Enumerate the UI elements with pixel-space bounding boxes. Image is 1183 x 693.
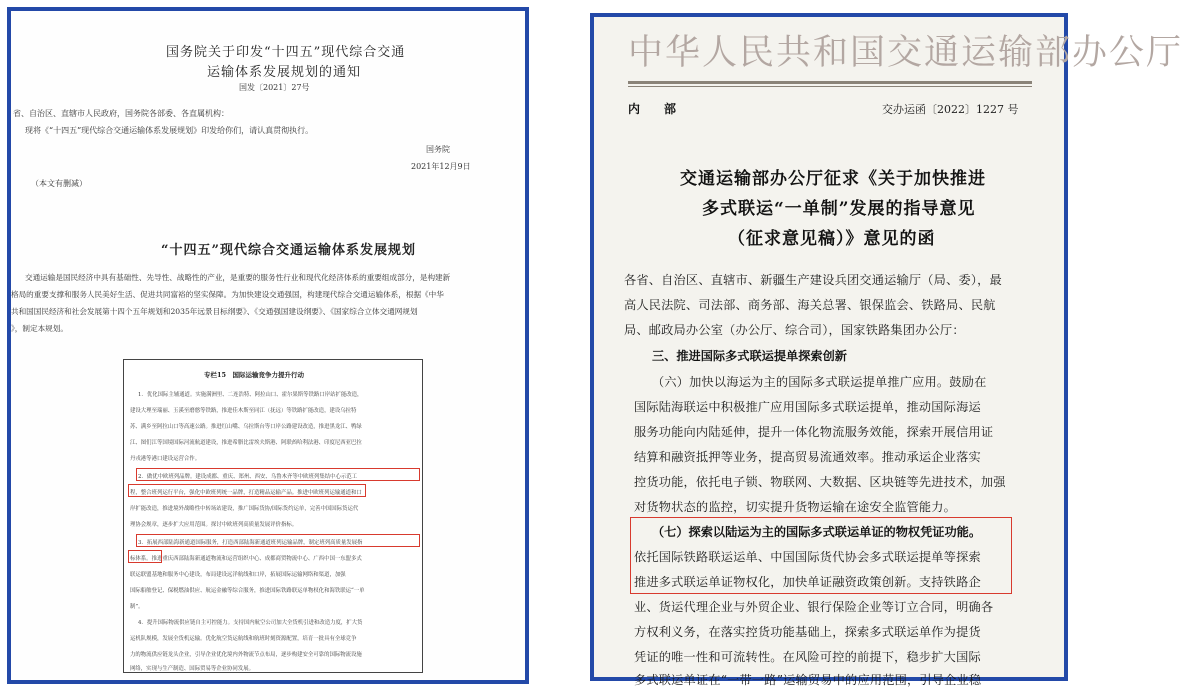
para6-line: （六）加快以海运为主的国际多式联运提单推广应用。鼓励在 — [652, 375, 987, 389]
abridged-note: （本文有删减） — [31, 179, 87, 188]
highlight-box — [136, 468, 420, 481]
letterhead-rule — [628, 86, 1032, 87]
para7-line: 业、货运代理企业与外贸企业、银行保险企业等订立合同，明确各 — [634, 600, 994, 614]
right-document-page — [590, 13, 1183, 687]
addressee-line: 局、邮政局办公室（办公厅、综合司），国家铁路集团办公厅： — [624, 323, 965, 337]
highlight-box — [128, 484, 366, 497]
notice-title-line-2: 运输体系发展规划的通知 — [207, 65, 362, 80]
column-15-line: 联运联盟基地和服务中心建设，布局建设远洋航线和口岸，拓展国际运输网络和渠道，加强 — [130, 572, 346, 578]
para7-line: 多式联运单证在“一带一路”运输贸易中的应用范围，引导企业稳 — [634, 673, 982, 687]
column-15-line: 网络，实现与生产制造、国际贸易等企业协同发展。 — [130, 666, 254, 672]
classification-label: 内 部 — [628, 102, 683, 116]
letterhead-rule — [628, 81, 1032, 84]
column-15-line: 3．拓展西部陆海新通道国际服务，打造西部陆海新通道班列运输品牌，制定班列高质量发展指 — [138, 540, 363, 546]
agency-letterhead: 中华人民共和国交通运输部办公厅 — [628, 33, 1183, 73]
letter-title-line-3: （征求意见稿）》意见的函 — [728, 229, 936, 249]
column-15-line: 1．优化国际主辅通道。实施满洲里、二连浩特、阿拉山口、霍尔果斯等铁路口岸站扩能改造， — [138, 392, 363, 398]
para6-line: 对货物状态的监控，切实提升货物运输在途安全监管能力。 — [634, 500, 957, 514]
plan-intro-line: 共和国国民经济和社会发展第十四个五年规划和2035年远景目标纲要》、《交通强国建设纲要》、《国家综合立体交通网规划 — [11, 307, 418, 316]
column-15-line: 岸扩能改造，推进境外战略性中转场站建设，推广国际货协/国际货约运单，完善中国国际货运代 — [130, 506, 359, 512]
para6-line: 结算和融资抵押等业务，提高贸易流通效率。推动承运企业落实 — [634, 450, 981, 464]
letter-title-line-1: 交通运输部办公厅征求《关于加快推进 — [680, 169, 986, 189]
para6-line: 控货功能，依托电子锁、物联网、大数据、区块链等先进技术，加强 — [634, 475, 1006, 489]
letter-title-line-2: 多式联运“一单制”发展的指导意见 — [702, 199, 976, 219]
letter-doc-number: 交办运函〔2022〕1227 号 — [882, 103, 1019, 116]
plan-intro-line: 交通运输是国民经济中具有基础性、先导性、战略性的产业，是重要的服务性行业和现代化经济体系的重要组成部分，是构建新 — [25, 273, 451, 282]
column-15-line: 建设大理至瑞丽、玉溪至磨憨等铁路，推进佳木斯至同江（抚远）等铁路扩能改造，建设乌拉特 — [130, 408, 357, 414]
highlight-box — [630, 517, 1012, 594]
column-15-title: 专栏15 国际运输竞争力提升行动 — [204, 371, 305, 379]
plan-intro-line: 格局的重要支撑和服务人民美好生活、促进共同富裕的坚实保障。为加快建设交通强国，构建现代综合交通运输体系，根据《中华 — [11, 290, 444, 299]
addressee-line: 高人民法院、司法部、商务部、海关总署、银保监会、铁路局、民航 — [624, 298, 996, 312]
column-15-box — [123, 359, 423, 673]
para7-line: 依托国际铁路联运运单、中国国际货代协会多式联运提单等探索 — [634, 550, 981, 564]
column-15-line: 苏、满乡至阿拉山口等高速公路。推进红山嘴、乌拉斯台等口岸公路建设改造，推进黑龙江、鸭绿 — [130, 424, 362, 430]
para7-line: 推进多式联运单证物权化，加快单证融资政策创新。支持铁路企 — [634, 575, 981, 589]
column-15-line: 程，整合班列运行平台，强化中欧班列统一品牌，打造精品运输产品。推进中欧班列运输通道和口 — [130, 490, 362, 496]
section-heading: 三、推进国际多式联运提单探索创新 — [652, 349, 847, 363]
column-15-line: 2．做优中欧班列品牌。建设成都、重庆、郑州、西安、乌鲁木齐等中欧班列集结中心示范工 — [138, 474, 358, 480]
column-15-line: 理协会规章，逐步扩大应用范围。探讨中欧班列高质量发展评价指标。 — [130, 522, 298, 528]
notice-addressee: 省、自治区、直辖市人民政府，国务院各部委、各直属机构： — [13, 109, 229, 118]
highlight-box — [128, 550, 162, 563]
column-15-line: 丹戎港等港口建设运营合作。 — [130, 456, 201, 462]
column-15-line: 国际船舶登记、保税燃油供应、航运金融等综合服务，推进国际铁路联运单物权化和海铁联运“一单 — [130, 588, 365, 594]
para7-line: 方权利义务，在落实控货功能基础上，探索多式联运单作为提货 — [634, 625, 981, 639]
para7-line: 凭证的唯一性和可流转性。在风险可控的前提下，稳步扩大国际 — [634, 650, 981, 664]
para6-line: 服务功能向内陆延伸，提升一体化物流服务效能，探索开展信用证 — [634, 425, 994, 439]
column-15-line: 4．提升国际物流供应链自主可控能力。支持国内航空公司加大全货机引进和改造力度，扩大货 — [138, 620, 363, 626]
notice-body: 现将《“十四五”现代综合交通运输体系发展规划》印发给你们，请认真贯彻执行。 — [25, 126, 314, 135]
column-15-line: 江、图们江等国境国际河流航道建设，推进希腊比雷埃夫斯港、阿联酋哈利法港、印度尼西亚巴拉 — [130, 440, 362, 446]
column-15-line: 力的物流供应链龙头企业，引导企业优化境内外物流节点布局，逐步构建安全可靠的国际物流设施 — [130, 652, 362, 658]
para7-line: （七）探索以陆运为主的国际多式联运单证的物权凭证功能。 — [652, 525, 982, 539]
column-15-line: 制”。 — [130, 604, 144, 610]
notice-title-line-1: 国务院关于印发“十四五”现代综合交通 — [166, 45, 406, 60]
column-15-line: 标体系。推进重庆西部陆海新通道物流和运营组织中心、成都商贸物流中心、广西中国一东盟多式 — [130, 556, 362, 562]
highlight-box — [136, 534, 420, 547]
notice-date: 2021年12月9日 — [411, 162, 471, 171]
para6-line: 国际陆海联运中积极推广应用国际多式联运提单，推动国际海运 — [634, 400, 981, 414]
left-document-page — [7, 7, 529, 684]
plan-title: “十四五”现代综合交通运输体系发展规划 — [161, 243, 416, 258]
column-15-line: 运机队规模，发展全货机运输。优化航空货运航线和航班时刻资源配置，培育一批具有全球竞争 — [130, 636, 357, 642]
notice-doc-number: 国发〔2021〕27号 — [239, 83, 310, 92]
notice-signer: 国务院 — [426, 145, 450, 154]
addressee-line: 各省、自治区、直辖市、新疆生产建设兵团交通运输厅（局、委），最 — [624, 273, 1002, 287]
plan-intro-line: 》，制定本规划。 — [11, 324, 68, 333]
